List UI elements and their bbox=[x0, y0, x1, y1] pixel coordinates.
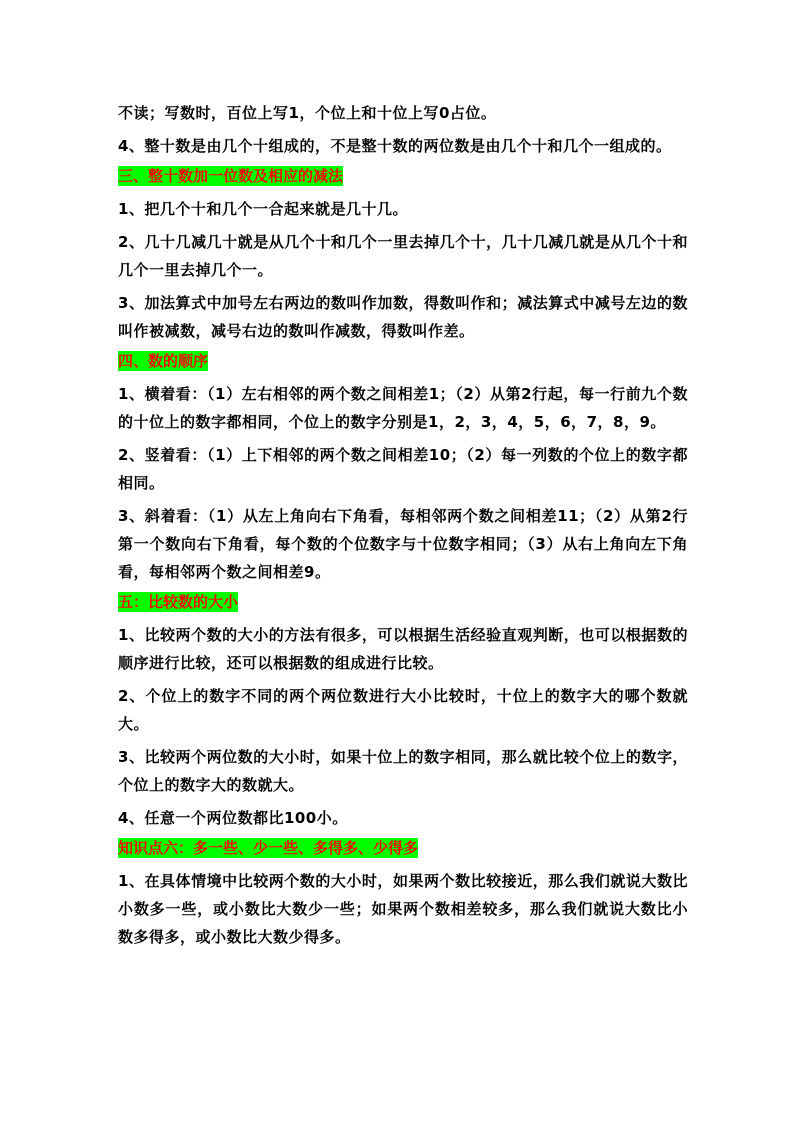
section-heading-5 bbox=[118, 591, 688, 613]
paragraph-5-2: 2、个位上的数字不同的两个两位数进行大小比较时，十位上的数字大的哪个数就大。 bbox=[118, 687, 688, 733]
paragraph-5-1: 1、比较两个数的大小的方法有很多，可以根据生活经验直观判断，也可以根据数的顺序进行比较，还可以根据数的组成进行比较。 bbox=[118, 626, 688, 672]
section-heading-6 bbox=[118, 837, 688, 859]
paragraph-5-3: 3、比较两个两位数的大小时，如果十位上的数字相同，那么就比较个位上的数字，个位上的数字大的数就大。 bbox=[118, 748, 688, 794]
paragraph-writing-numbers: 不读；写数时，百位上写1，个位上和十位上写0占位。 bbox=[118, 104, 497, 122]
paragraph-5-4: 4、任意一个两位数都比100小。 bbox=[118, 809, 348, 827]
paragraph-4-1: 1、横着看：（1）左右相邻的两个数之间相差1；（2）从第2行起，每一行前九个数的十位上的数字都相同，个位上的数字分别是1，2，3，4，5，6，7，8，9。 bbox=[118, 385, 688, 431]
document-page bbox=[118, 99, 688, 956]
paragraph-4-3: 3、斜着看：（1）从左上角向右下角看，每相邻两个数之间相差11；（2）从第2行第一个数向右下角看，每个数的个位数字与十位数字相同；（3）从右上角向左下角看，每相邻两个数之间相差9。 bbox=[118, 507, 688, 581]
paragraph-whole-tens: 4、整十数是由几个十组成的，不是整十数的两位数是由几个十和几个一组成的。 bbox=[118, 137, 672, 155]
paragraph-3-2: 2、几十几减几十就是从几个十和几个一里去掉几个十，几十几减几就是从几个十和几个一里去掉几个一。 bbox=[118, 233, 688, 279]
paragraph-4-2: 2、竖着看：（1）上下相邻的两个数之间相差10；（2）每一列数的个位上的数字都相同。 bbox=[118, 446, 688, 492]
section-heading-5-text: 五：比较数的大小 bbox=[118, 593, 239, 611]
section-heading-3 bbox=[118, 165, 688, 187]
paragraph-6-1: 1、在具体情境中比较两个数的大小时，如果两个数比较接近，那么我们就说大数比小数多一些，或小数比大数少一些；如果两个数相差较多，那么我们就说大数比小数多得多，或小数比大数少得多。 bbox=[118, 872, 688, 946]
paragraph-3-1: 1、把几个十和几个一合起来就是几十几。 bbox=[118, 200, 408, 218]
paragraph-3-3: 3、加法算式中加号左右两边的数叫作加数，得数叫作和；减法算式中减号左边的数叫作被减数，减号右边的数叫作减数，得数叫作差。 bbox=[118, 294, 688, 340]
section-heading-4-text: 四、数的顺序 bbox=[118, 352, 209, 370]
section-heading-6-text: 知识点六：多一些、少一些、多得多、少得多 bbox=[118, 839, 419, 857]
section-heading-4 bbox=[118, 350, 688, 372]
section-heading-3-text: 三、整十数加一位数及相应的减法 bbox=[118, 167, 344, 185]
